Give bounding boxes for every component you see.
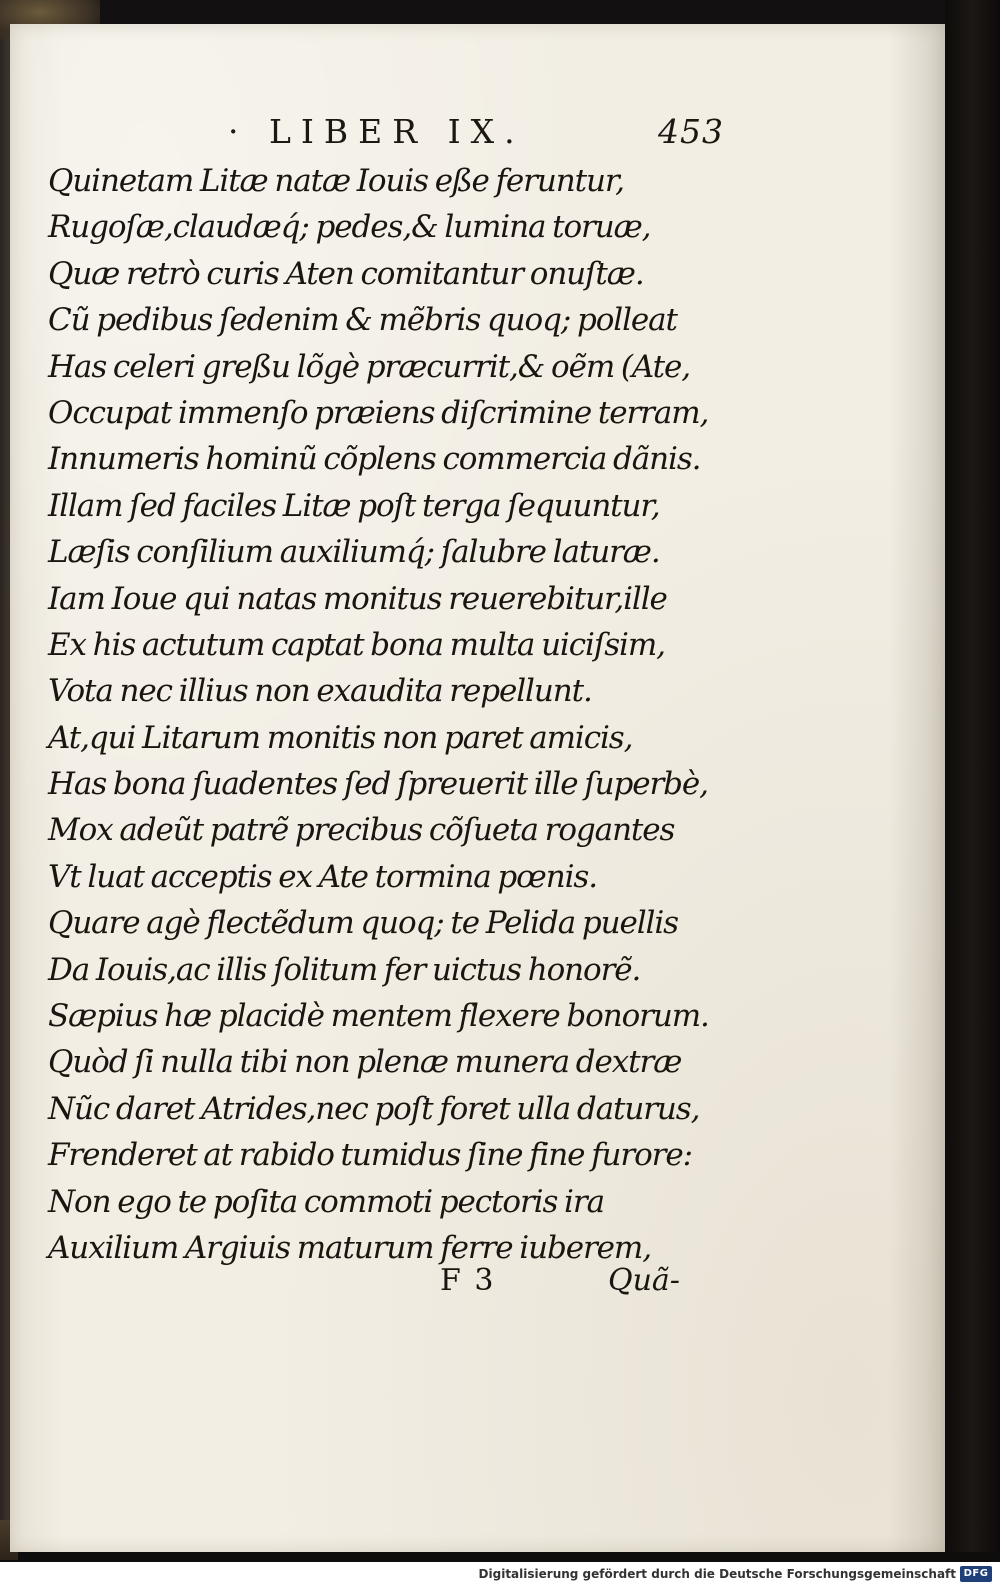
digitization-credit: Digitalisierung gefördert durch die Deutsche Forschungsgemeinschaft — [478, 1567, 956, 1581]
verse-line: Quare agè flectẽdum quoq; te Pelida puellis — [48, 905, 678, 942]
page-header — [228, 112, 728, 156]
verse-line: Has celeri greßu lõgè præcurrit,& oẽm (Ate, — [48, 348, 690, 385]
verse-line: Vt luat acceptis ex Ate tormina pœnis. — [48, 858, 597, 895]
verse-line: Has bona ſuadentes ſed ſpreuerit ille ſuperbè, — [48, 766, 708, 803]
digitization-footer — [0, 1562, 1000, 1588]
verse-line: Quinetam Litæ natæ Iouis eße feruntur, — [48, 163, 624, 199]
verse-line: At,qui Litarum monitis non paret amicis, — [48, 719, 633, 756]
verse-line: Quòd ſi nulla tibi non plenæ munera dextræ — [48, 1044, 682, 1081]
verse-line: Mox adeũt patrẽ precibus cõſueta rogantes — [48, 812, 675, 849]
verse-line: Occupat immenſo præiens diſcrimine terram, — [48, 394, 709, 431]
verse-line: Sæpius hæ placidè mentem flexere bonorum. — [48, 998, 709, 1035]
verse-line: Nũc daret Atrides,nec poſt foret ulla daturus, — [48, 1090, 700, 1127]
verse-line: Rugoſæ,claudæq́; pedes,& lumina toruæ, — [48, 209, 651, 246]
verse-line: Cũ pedibus ſedenim & mẽbris quoq; polleat — [48, 302, 677, 339]
verse-line: Vota nec illius non exaudita repellunt. — [48, 673, 592, 710]
book-edge-right — [945, 0, 1000, 1560]
running-title: · LIBER IX. — [228, 112, 525, 151]
signature-mark: F 3 — [440, 1263, 496, 1298]
verse-line: Ex his actutum captat bona multa uiciſsim, — [48, 626, 665, 663]
verse-line: Illam ſed faciles Litæ poſt terga ſequuntur, — [48, 487, 660, 524]
dfg-logo: DFG — [960, 1566, 992, 1582]
verse-line: Iam Ioue qui natas monitus reuerebitur,ille — [48, 580, 667, 617]
verse-line: Frenderet at rabido tumidus ſine fine furore: — [48, 1137, 692, 1174]
book-edge-bottom — [0, 1552, 1000, 1562]
verse-line: Auxilium Argiuis maturum ferre iuberem, — [48, 1229, 651, 1266]
verse-line: Læſis conſilium auxiliumq́; ſalubre laturæ. — [48, 534, 660, 571]
catchword: Quã- — [608, 1263, 680, 1298]
page-number: 453 — [658, 112, 724, 151]
verse-line: Non ego te poſita commoti pectoris ira — [48, 1183, 604, 1220]
verse-line: Da Iouis,ac illis ſolitum fer uictus honorẽ. — [48, 951, 641, 988]
verse-block — [48, 158, 709, 1271]
verse-line: Quæ retrò curis Aten comitantur onuſtæ. — [48, 255, 644, 292]
page-footer — [440, 1263, 740, 1309]
verse-line: Innumeris hominũ cõplens commercia dãnis. — [48, 441, 701, 478]
